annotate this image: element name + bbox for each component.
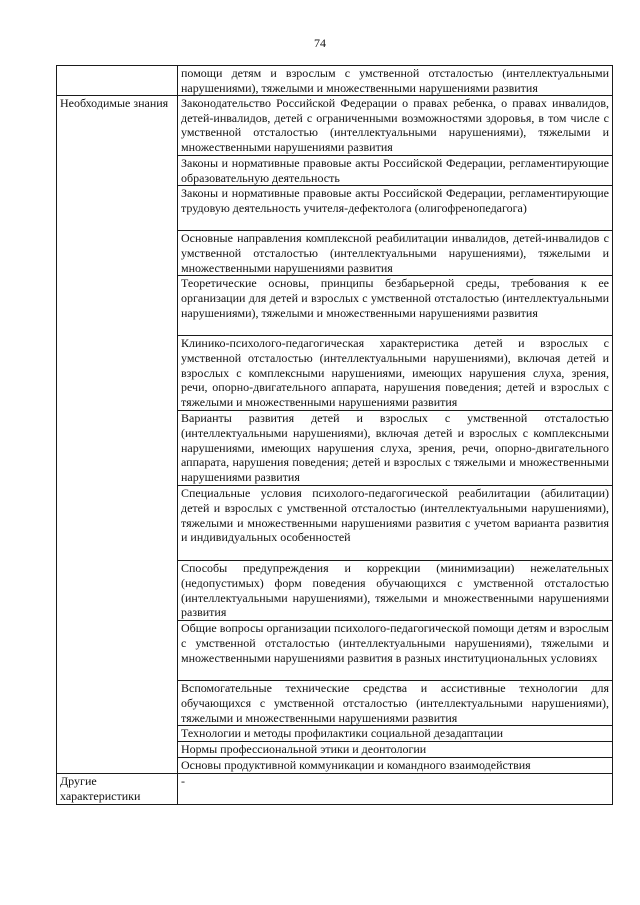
knowledge-label-cell (57, 96, 178, 774)
table-row (57, 774, 613, 804)
table-row (57, 96, 613, 156)
knowledge-item-cell (178, 681, 613, 726)
list-item: Основные направления комплексной реабилитации инвалидов, детей-инвалидов с умственной отсталостью (интеллектуальными нарушениями), тяжелыми и множественными нарушениями развития (181, 231, 609, 275)
knowledge-item-cell (178, 411, 613, 486)
knowledge-item-cell (178, 336, 613, 411)
list-item: Технологии и методы профилактики социальной дезадаптации (181, 726, 504, 741)
list-item: помощи детям и взрослым с умственной отсталостью (интеллектуальными нарушениями), тяжелыми и множественными нарушениями развития (181, 66, 609, 95)
list-item: Клинико-психолого-педагогическая характеристика детей и взрослых с умственной отсталостью (интеллектуальными нарушениями), включая детей и взрослых с комплексными нарушениями, имеющих нарушения слуха, зрения, речи, опорно-двигательного аппарата, нарушения поведения; детей и взрослых с тяжелыми и множественными нарушениями развития (181, 336, 609, 409)
table-row (57, 66, 613, 96)
knowledge-item-cell (178, 486, 613, 561)
knowledge-item-cell (178, 186, 613, 231)
other-value-cell (178, 774, 613, 804)
continuation-label-cell (57, 66, 178, 96)
list-item: Способы предупреждения и коррекции (минимизации) нежелательных (недопустимых) форм поведения обучающихся с умственной отсталостью (интеллектуальными нарушениями), тяжелыми и множественными нарушениями развития (181, 561, 609, 620)
knowledge-item-cell (178, 276, 613, 336)
list-item: Законы и нормативные правовые акты Российской Федерации, регламентирующие образовательную деятельность (181, 156, 609, 185)
other-label-cell (57, 774, 178, 804)
knowledge-table (56, 65, 613, 805)
knowledge-item-cell (178, 621, 613, 681)
knowledge-item-cell (178, 742, 613, 758)
knowledge-item-cell (178, 561, 613, 621)
row-label: Другие характеристики (60, 774, 141, 803)
knowledge-item-cell (178, 156, 613, 186)
list-item: Законодательство Российской Федерации о правах ребенка, о правах инвалидов, детей-инвалидов, детей с ограниченными возможностями здоровья, в том числе с умственной отсталостью (интеллектуальными нарушениями), тяжелыми и множественными нарушениями развития (181, 96, 609, 154)
knowledge-item-cell (178, 758, 613, 774)
list-item: Законы и нормативные правовые акты Российской Федерации, регламентирующие трудовую деятельность учителя-дефектолога (олигофренопедагога) (181, 186, 609, 215)
knowledge-item-cell (178, 726, 613, 742)
list-item: Теоретические основы, принципы безбарьерной среды, требования к ее организации для детей и взрослых с умственной отсталостью (интеллектуальными нарушениями), тяжелыми и множественными нарушениями развития (181, 276, 609, 320)
continuation-cell (178, 66, 613, 96)
knowledge-item-cell (178, 231, 613, 276)
list-item: Основы продуктивной коммуникации и командного взаимодействия (181, 758, 531, 773)
list-item: Нормы профессиональной этики и деонтологии (181, 742, 427, 757)
list-item: Общие вопросы организации психолого-педагогической помощи детям и взрослым с умственной отсталостью (интеллектуальными нарушениями), тяжелыми и множественными нарушениями развития в разных институциональных условиях (181, 621, 609, 665)
list-item: Вспомогательные технические средства и ассистивные технологии для обучающихся с умственной отсталостью (интеллектуальными нарушениями), тяжелыми и множественными нарушениями развития (181, 681, 609, 725)
knowledge-item-cell (178, 96, 613, 156)
row-label: Необходимые знания (60, 96, 169, 111)
list-item: Варианты развития детей и взрослых с умственной отсталостью (интеллектуальными нарушениями), включая детей и взрослых с комплексными нарушениями, имеющих нарушения слуха, зрения, речи, опорно-двигательного аппарата, нарушения поведения; детей и взрослых с тяжелыми и множественными нарушениями развития (181, 411, 609, 484)
list-item: Специальные условия психолого-педагогической реабилитации (абилитации) детей и взрослых с умственной отсталостью (интеллектуальными нарушениями), тяжелыми и множественными нарушениями развития с учетом варианта развития и индивидуальных особенностей (181, 486, 609, 545)
page-number: 74 (314, 36, 326, 50)
list-item: - (181, 774, 185, 789)
